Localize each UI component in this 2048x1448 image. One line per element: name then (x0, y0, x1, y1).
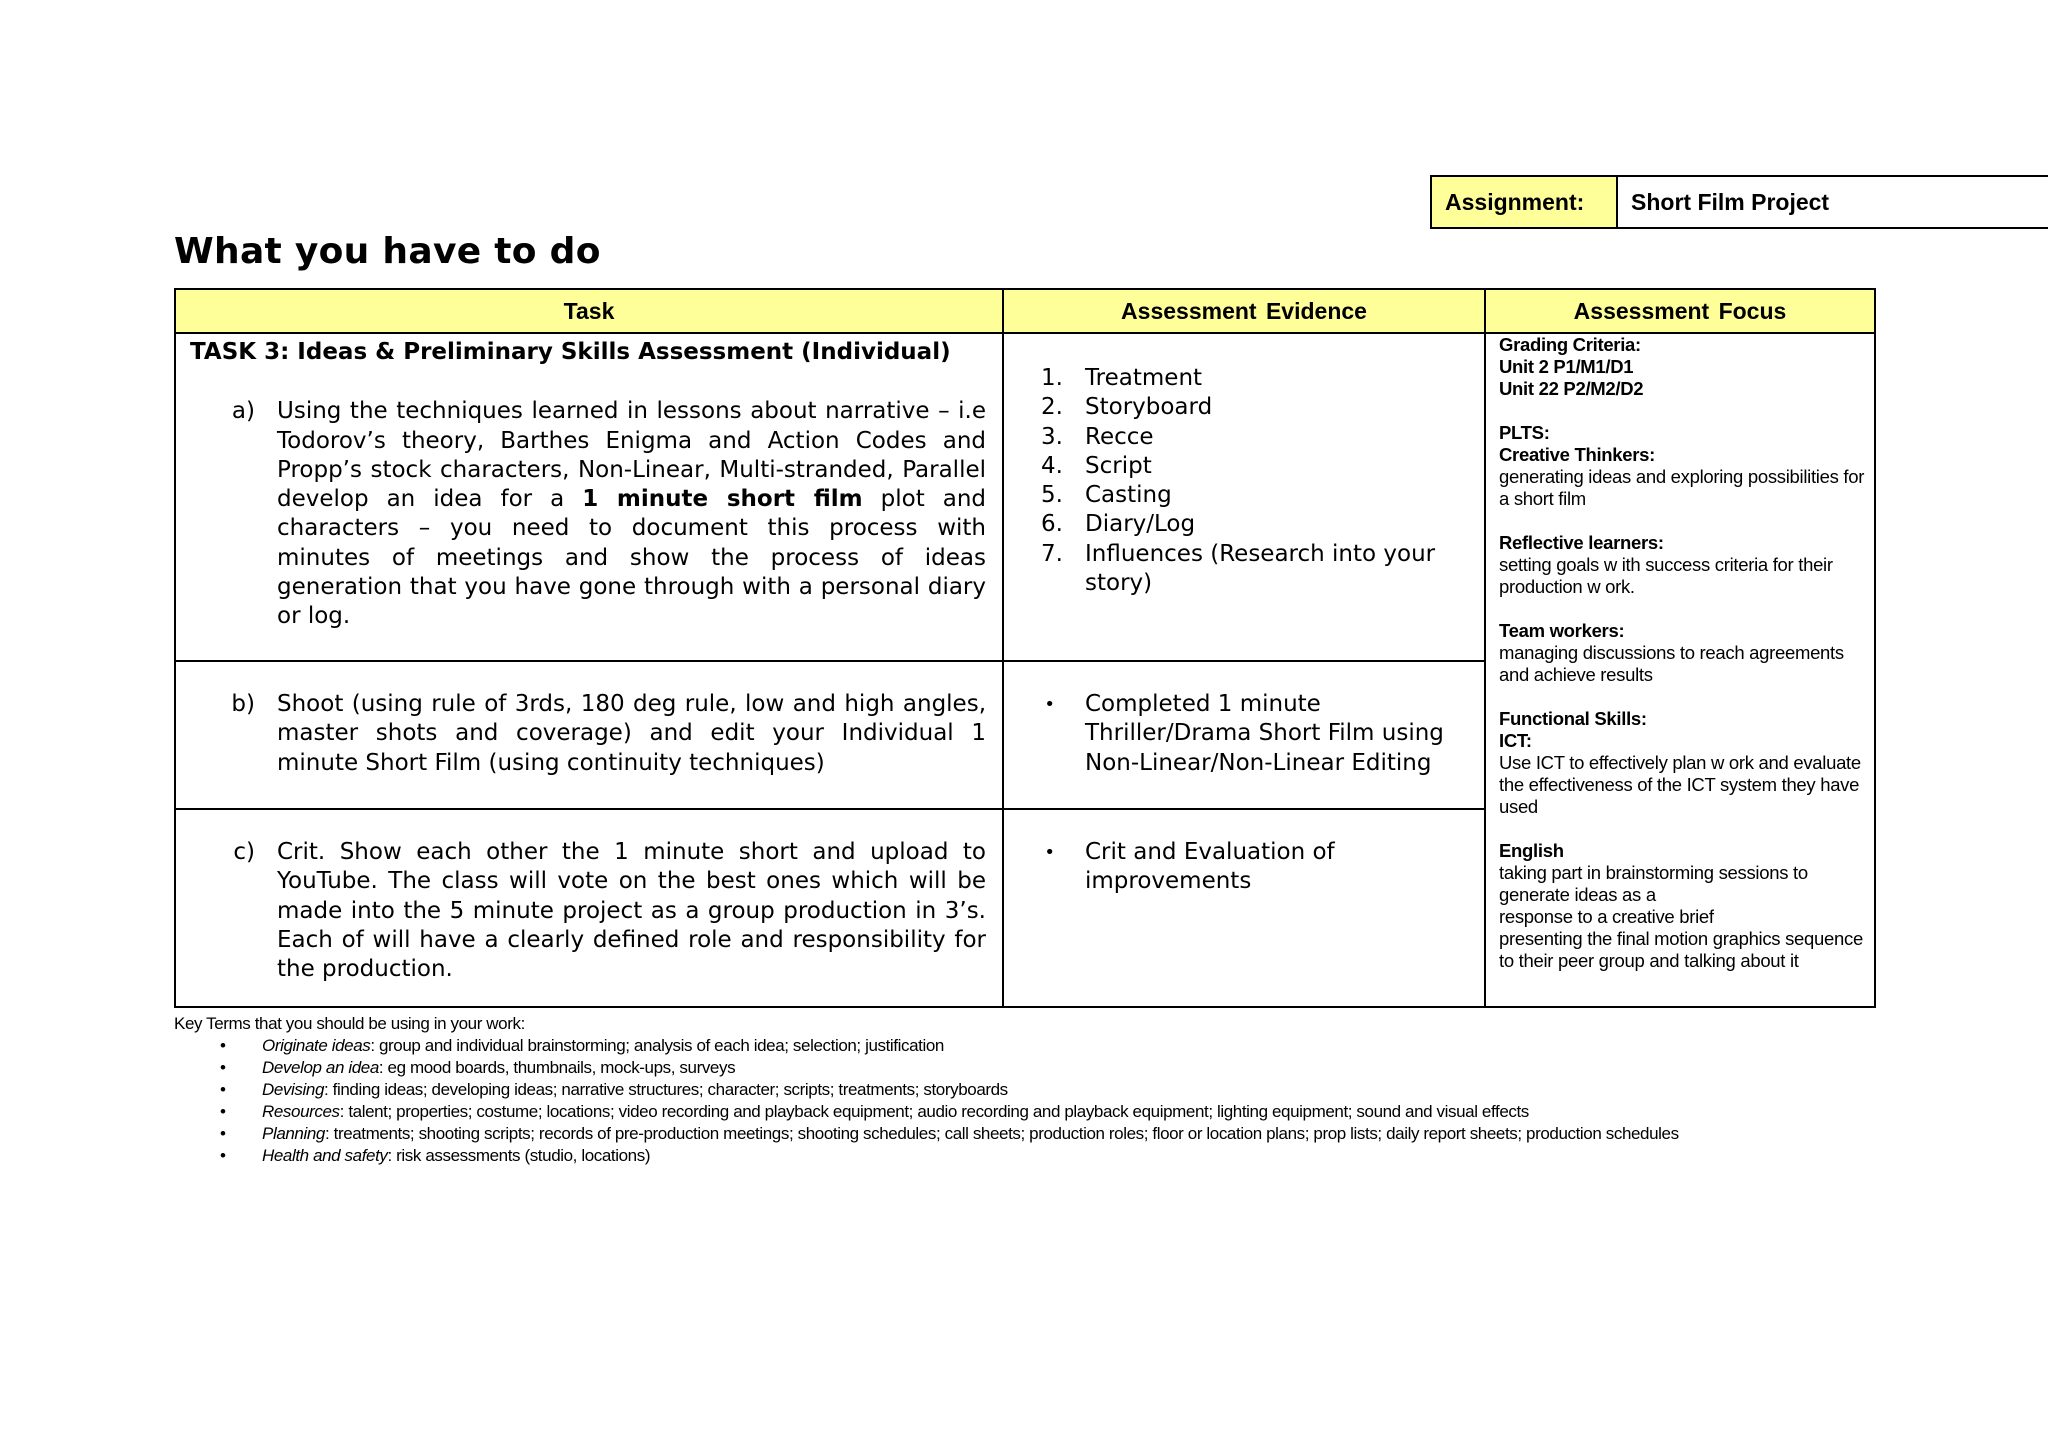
list-number: 5. (1041, 482, 1063, 509)
plts-label: PLTS: (1499, 422, 1550, 443)
list-item (1004, 452, 1484, 481)
evidence-list (1004, 690, 1484, 778)
english-label: English (1499, 840, 1564, 861)
bullet-icon: • (1044, 842, 1055, 863)
bullet-icon: • (220, 1124, 226, 1143)
list-text: Treatment (1085, 365, 1203, 391)
evidence-b-cell (1003, 661, 1485, 809)
key-term-desc: : group and individual brainstorming; analysis of each idea; selection; justification (370, 1036, 944, 1055)
list-item (1004, 393, 1484, 422)
reflective-learners-label: Reflective learners: (1499, 532, 1664, 553)
bullet-icon: • (220, 1058, 226, 1077)
task-item-b (176, 690, 1002, 778)
grading-criteria-label: Grading Criteria: (1499, 334, 1641, 355)
list-item (1004, 838, 1484, 897)
task-text: Shoot (using rule of 3rds, 180 deg rule, low and high angles, master shots and coverage) and edit your Individual 1 minute Short Film (using continuity techniques) (277, 691, 986, 776)
english-text: response to a creative brief (1499, 906, 1714, 927)
list-number: 4. (1041, 452, 1063, 479)
task-a-bold: 1 minute short film (582, 486, 863, 513)
creative-thinkers-text: generating ideas and exploring possibilities for a short film (1499, 466, 1865, 509)
task-marker: c) (233, 839, 255, 865)
evidence-list (1004, 364, 1484, 598)
task-item-a (176, 397, 1002, 631)
task-a-cell (175, 333, 1003, 661)
list-item (174, 1101, 2034, 1123)
list-text: Diary/Log (1085, 511, 1196, 538)
team-workers-label: Team workers: (1499, 620, 1625, 641)
task-c-cell (175, 809, 1003, 1007)
task-text: Crit. Show each other the 1 minute short and upload to YouTube. The class will vote on the best ones which will be made into the 5 minute project as a group production in 3’s. Each of will have a clearly defined role and responsibility for the production. (277, 839, 986, 983)
evidence-list (1004, 838, 1484, 897)
header-task: Task (175, 289, 1003, 333)
list-text: Influences (Research into your story) (1085, 540, 1436, 597)
english-text: taking part in brainstorming sessions to generate ideas as a (1499, 862, 1808, 905)
key-term-desc: : treatments; shooting scripts; records of pre-production meetings; shooting schedules; call sheets; production roles; floor or location plans; prop lists; daily report sheets; production schedules (324, 1124, 1679, 1143)
task-a-text-after: plot and characters – you need to document this process with minutes of meetings and show the process of ideas generation that you have gone through with a personal diary or log. (277, 486, 987, 630)
list-item (1004, 364, 1484, 393)
list-text: Storyboard (1085, 394, 1213, 421)
ict-text: Use ICT to effectively plan w ork and evaluate the effectiveness of the ICT system they have used (1499, 752, 1861, 817)
key-term-desc: : eg mood boards, thumbnails, mock-ups, surveys (378, 1058, 736, 1077)
english-text: presenting the final motion graphics sequence to their peer group and talking about it (1499, 928, 1863, 971)
bullet-icon: • (220, 1146, 226, 1165)
list-number: 2. (1041, 394, 1063, 421)
list-number: 1. (1041, 365, 1063, 391)
assignment-box (1430, 175, 2048, 229)
unit-22-criteria: Unit 22 P2/M2/D2 (1499, 378, 1644, 399)
list-item (174, 1057, 2034, 1079)
key-term: Develop an idea (262, 1058, 379, 1077)
list-text: Script (1085, 452, 1152, 479)
key-term: Devising (262, 1080, 324, 1099)
list-item (1004, 423, 1484, 452)
list-number: 7. (1041, 540, 1063, 567)
task-b-cell (175, 661, 1003, 809)
task-text (277, 397, 986, 631)
header-evidence: Assessment Evidence (1003, 289, 1485, 333)
list-item (174, 1035, 2034, 1057)
creative-thinkers-label: Creative Thinkers: (1499, 444, 1656, 465)
evidence-c-cell (1003, 809, 1485, 1007)
list-number: 6. (1041, 511, 1063, 538)
list-text: Recce (1085, 423, 1154, 450)
assessment-table (174, 288, 1876, 1008)
key-terms-list (174, 1035, 2034, 1167)
assignment-value: Short Film Project (1618, 175, 2048, 229)
list-item (1004, 540, 1484, 599)
bullet-icon: • (1044, 694, 1055, 715)
bullet-icon: • (220, 1102, 226, 1121)
page-title: What you have to do (174, 231, 601, 272)
functional-skills-label: Functional Skills: (1499, 708, 1647, 729)
list-item (1004, 510, 1484, 539)
unit-2-criteria: Unit 2 P1/M1/D1 (1499, 356, 1634, 377)
bullet-icon: • (220, 1080, 226, 1099)
key-term-desc: : finding ideas; developing ideas; narrative structures; character; scripts; treatments; storyboards (324, 1080, 1008, 1099)
task-item-c (176, 838, 1002, 984)
task-marker: a) (231, 398, 255, 425)
task-title: TASK 3: Ideas & Preliminary Skills Assessment (Individual) (190, 339, 951, 365)
bullet-icon: • (220, 1036, 226, 1055)
key-term-desc: : risk assessments (studio, locations) (387, 1146, 651, 1165)
list-text: Crit and Evaluation of improvements (1085, 839, 1335, 895)
list-text: Completed 1 minute Thriller/Drama Short Film using Non-Linear/Non-Linear Editing (1085, 691, 1444, 776)
assessment-focus-cell (1485, 333, 1875, 1007)
key-terms-section (174, 1013, 2034, 1167)
evidence-a-cell (1003, 333, 1485, 661)
key-term: Resources (262, 1102, 340, 1121)
list-item (174, 1079, 2034, 1101)
list-number: 3. (1041, 423, 1063, 450)
ict-label: ICT: (1499, 730, 1532, 751)
task-a-text-before: Using the techniques learned in lessons about narrative – i.e Todorov’s theory, Barthes Enigma and Action Codes and Propp’s stock characters, Non-Linear, Multi-stranded, Parallel develop an idea for a (277, 398, 986, 513)
list-item (174, 1145, 2034, 1167)
key-term: Planning (262, 1124, 325, 1143)
list-item (174, 1123, 2034, 1145)
list-item (1004, 481, 1484, 510)
team-workers-text: managing discussions to reach agreements and achieve results (1499, 642, 1844, 685)
list-item (1004, 690, 1484, 778)
assignment-label: Assignment: (1430, 175, 1618, 229)
key-term: Originate ideas (262, 1036, 371, 1055)
list-text: Casting (1085, 482, 1172, 509)
key-term-desc: : talent; properties; costume; locations; video recording and playback equipment; audio recording and playback equipment; lighting equipment; sound and visual effects (339, 1102, 1529, 1121)
key-terms-intro: Key Terms that you should be using in your work: (174, 1014, 525, 1033)
reflective-learners-text: setting goals w ith success criteria for their production w ork. (1499, 554, 1833, 597)
header-focus: Assessment Focus (1485, 289, 1875, 333)
key-term: Health and safety (262, 1146, 388, 1165)
task-marker: b) (231, 691, 255, 717)
